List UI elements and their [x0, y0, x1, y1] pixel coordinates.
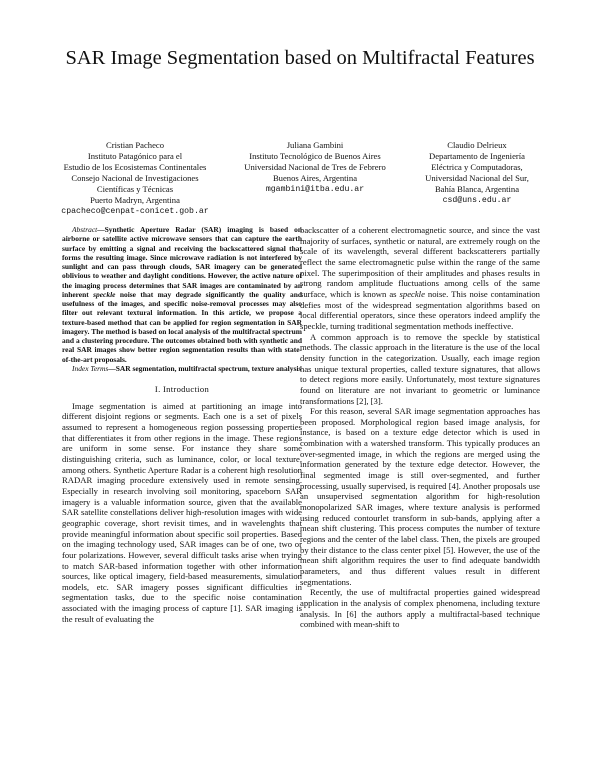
author-email[interactable]: mgambini@itba.edu.ar	[265, 185, 365, 194]
abstract-emphasis: speckle	[93, 289, 116, 299]
intro-paragraph-continued	[300, 225, 540, 332]
author-name: Claudio Delrieux	[447, 140, 507, 150]
index-terms	[62, 364, 302, 373]
abstract-text-part-1: —Synthetic Aperture Radar (SAR) imaging is based on airborne or satellite active microwave sensors that can capture the earth surface by emitting a signal and receiving the backscattered signal that forms the resulting image. Since microwave radiation is not interfered by sunlight and can pass through clouds, SAR imagery can be generated oblivious to weather and daylight conditions. However, the active nature of the imaging process determines that SAR images are contaminated by an inherent	[62, 225, 302, 299]
intro-paragraph-1: Image segmentation is aimed at partitioning an image into different disjoint regions or segments. Each one is a set of pixels assumed to represent a homogeneous region possessing properties that differentiates it from other regions in the image. These regions are uniform in some sense. For instance they share some distinguishing criteria, such as luminance, color, or local texture, among others. Synthetic Aperture Radar is a coherent high resolution RADAR imaging procedure extensively used in remote sensing. Especially in research involving soil monitoring, spaceborn SAR imagery is a valuable information source, given that the available SAR satellite constellations deliver high-resolution images with wide geographic coverage, short revisit times, and in wavelenghts that provide meaningful information about specific soil properties. Based on the imaging technology used, SAR images can be of one, two or four polarizations. However, several difficult tasks arise when trying to match SAR-based information together with other information sources, like optical imagery, field-based measurements, simulation models, etc. SAR imagery posses significant difficulties in segmentation tasks, due to the specific noise contamination associated with the imaging process of capture [1]. SAR imaging is the result of evaluating the	[62, 400, 302, 624]
author-affiliation-line: Universidad Nacional del Sur,	[425, 173, 529, 183]
author-affiliation-line: Eléctrica y Computadoras,	[431, 162, 523, 172]
index-terms-label: Index Terms	[72, 363, 109, 373]
abstract	[62, 225, 302, 364]
author-affiliation-line: Instituto Tecnológico de Buenos Aires	[249, 151, 381, 161]
section-heading-introduction: I. Introduction	[154, 384, 210, 394]
author-block-1	[50, 140, 220, 217]
intro-paragraph-2: A common approach is to remove the speckle by statistical methods. The classic approach in the literature is the use of the local density function in the categorization. Usually, each image region has unique textural properties, called texture signatures, that allows to detect regions more easily. Unfortunately, most texture signatures found on literature are not invariant to geometric or luminance transformations [2], [3].	[300, 331, 540, 406]
author-email[interactable]: csd@uns.edu.ar	[442, 196, 512, 205]
author-affiliation-line: Universidad Nacional de Tres de Febrero	[244, 162, 386, 172]
author-affiliation-line: Departamento de Ingeniería	[429, 151, 525, 161]
left-column	[62, 225, 302, 624]
author-block-3	[402, 140, 552, 206]
abstract-label: Abstract	[72, 225, 98, 234]
abstract-text-part-2: noise that may degrade significantly the quality and usefulness of the images, and specific noise-removal processes may also filter out relevant textural information. In this article, we propose a texture-based method that can be applied for region segmentation in SAR imagery. The method is based on local analysis of the multifractal spectrum and a clustering procedure. The outcomes obtained both with synthetic and real SAR images show better region segmentation results than with state-of-the-art proposals.	[62, 289, 302, 364]
author-name: Cristian Pacheco	[106, 140, 164, 150]
author-email[interactable]: cpacheco@cenpat-conicet.gob.ar	[61, 207, 209, 216]
paper-title: SAR Image Segmentation based on Multifractal Features	[65, 47, 535, 69]
author-name: Juliana Gambini	[286, 140, 344, 150]
author-affiliation-line: Puerto Madryn, Argentina	[90, 195, 180, 205]
index-terms-text: —SAR segmentation, multifractal spectrum, texture analysis	[108, 363, 302, 373]
speckle-emphasis: speckle	[399, 288, 425, 299]
author-block-2	[232, 140, 398, 195]
author-affiliation-line: Científicas y Técnicas	[96, 184, 174, 194]
author-affiliation-line: Instituto Patagónico para el	[87, 151, 183, 161]
author-affiliation-line: Bahía Blanca, Argentina	[434, 184, 520, 194]
intro-paragraph-3: For this reason, several SAR image segmentation approaches has been proposed. Morphological region based image analysis, for instance, is based on a texture edge detector which is used in combination with a watershed transform. This typically produces an over-segmented image, in which the regions are merged using the information generated by the texture edge detector. However, the final segmented image is still over-segmented, and further processing, usually supervised, is required [4]. Another proposals use an unsupervised segmentation algorithm for high-resolution monopolarized SAR images, where texture analysis is performed using reduced contourlet transform in sub-bands, applying after a mean shift clustering. This process computes the number of texture regions and the center of the label class. Then, the pixels are grouped by their distance to the class center pixel [5]. However, the use of the mean shift algorithm requires the user to find adequate bandwidth parameters, and thus different values result in different segmentations.	[300, 406, 540, 587]
right-column	[300, 225, 540, 630]
paragraph-text: noise. This noise contamination defies most of the widespread segmentation algorithms based on local differential operators, since these operators indeed amplify the speckle, turning traditional segmentation methods ineffective.	[300, 288, 540, 331]
paragraph-text: backscatter of a coherent electromagnetic source, and since the vast majority of surfaces, synthetic or natural, are extremely rough on the scale of its wavelength, several different backscatterers partially reflect the same electromagnetic pulse within the range of the same pixel. The superimposition of their amplitudes and phases results in strong random amplitude fluctuations among cells of the same surface, which is known as	[300, 225, 540, 299]
author-affiliation-line: Consejo Nacional de Investigaciones	[71, 173, 199, 183]
author-affiliation-line: Buenos Aires, Argentina	[272, 173, 358, 183]
author-affiliation-line: Estudio de los Ecosistemas Continentales	[63, 162, 207, 172]
intro-paragraph-4: Recently, the use of multifractal properties gained widespread application in the analysis of complex phenomena, including texture analysis. In [6] the authors apply a multifractal-based technique combined with mean-shift to	[300, 587, 540, 630]
